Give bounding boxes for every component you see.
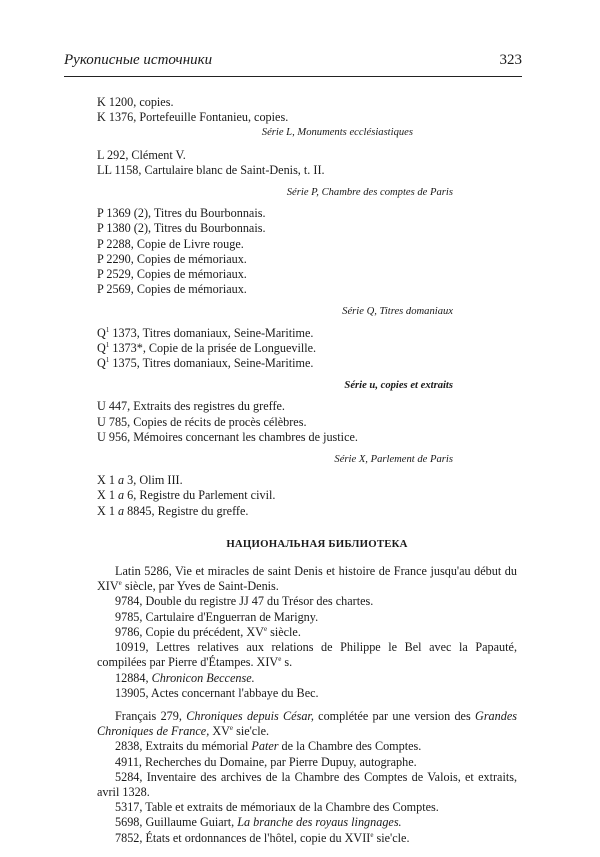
- entry-line: U 447, Extraits des registres du greffe.: [97, 399, 285, 414]
- entry-line: L 292, Clément V.: [97, 147, 186, 162]
- entry-line: X 1 a 6, Registre du Parlement civil.: [97, 488, 276, 503]
- entry-line: P 2529, Copies de mémoriaux.: [97, 267, 247, 282]
- section-heading-serie-u: Série u, copies et extraits: [344, 380, 453, 392]
- entry-line: P 2569, Copies de mémoriaux.: [97, 282, 247, 297]
- entry-paragraph: 5284, Inventaire des archives de la Chambre des Comptes de Valois, et extraits, avril 1328.: [97, 769, 517, 799]
- entry-line: 12884, Chronicon Beccense.: [115, 670, 255, 685]
- section-heading-serie-q: Série Q, Titres domaniaux: [342, 306, 453, 318]
- entry-line: P 2288, Copie de Livre rouge.: [97, 236, 244, 251]
- running-header: [64, 52, 522, 69]
- entry-line: U 785, Copies de récits de procès célèbres.: [97, 414, 307, 429]
- entry-line: P 1380 (2), Titres du Bourbonnais.: [97, 221, 266, 236]
- page-body: [97, 95, 517, 846]
- entry-line: $Q^1$ 1373, Titres domaniaux, Seine-Maritime.: [97, 325, 314, 340]
- page-number: 323: [499, 52, 522, 68]
- entry-line: 7852, États et ordonnances de l'hôtel, copie du XVIIe sie'cle.: [115, 830, 410, 845]
- entry-line: 2838, Extraits du mémorial Pater de la Chambre des Comptes.: [115, 739, 422, 754]
- running-title: Рукописные источники: [64, 52, 213, 68]
- section-title-bibliotheque: НАЦИОНАЛЬНАЯ БИБЛИОТЕКА: [226, 537, 408, 550]
- entry-paragraph: 10919, Lettres relatives aux relations de Philippe le Bel avec la Papauté, compilées par Pierre d'Étampes. XIVe s.: [97, 640, 517, 670]
- section-heading-serie-l: Série L, Monuments ecclésiastiques: [261, 127, 413, 139]
- section-heading-serie-x: Série X, Parlement de Paris: [334, 454, 453, 466]
- entry-line: P 2290, Copies de mémoriaux.: [97, 251, 247, 266]
- entry-line: 9784, Double du registre JJ 47 du Trésor des chartes.: [115, 594, 374, 609]
- entry-line: K 1200, copies.: [97, 95, 174, 109]
- entry-line: LL 1158, Cartulaire blanc de Saint-Denis, t. II.: [97, 162, 325, 177]
- entry-line: $Q^1$ 1375, Titres domaniaux, Seine-Maritime.: [97, 355, 314, 371]
- entry-paragraph: Latin 5286, Vie et miracles de saint Denis et histoire de France jusqu'au début du XIVe siècle, par Yves de Saint-Denis.: [97, 564, 517, 594]
- entry-line: U 956, Mémoires concernant les chambres de justice.: [97, 429, 358, 444]
- entry-line: 5698, Guillaume Guiart, La branche des royaus lingnages.: [115, 815, 402, 830]
- entry-paragraph: Français 279, Chroniques depuis César, complétée par une version des Grandes Chroniques de France, XVe sie'cle.: [97, 708, 517, 739]
- entry-line: K 1376, Portefeuille Fontanieu, copies.: [97, 110, 289, 125]
- entry-line: 4911, Recherches du Domaine, par Pierre Dupuy, autographe.: [115, 754, 417, 769]
- entry-line: X 1 a 8845, Registre du greffe.: [97, 503, 249, 518]
- section-heading-serie-p: Série P, Chambre des comptes de Paris: [286, 187, 453, 199]
- entry-line: 13905, Actes concernant l'abbaye du Bec.: [115, 685, 319, 700]
- entry-line: P 1369 (2), Titres du Bourbonnais.: [97, 206, 266, 221]
- entry-line: 9785, Cartulaire d'Enguerran de Marigny.: [115, 609, 319, 624]
- entry-line: $Q^1$ 1373*, Copie de la prisée de Longueville.: [97, 340, 317, 355]
- header-rule: [64, 76, 522, 77]
- entry-line: X 1 a 3, Olim III.: [97, 473, 183, 488]
- entry-line: 9786, Copie du précédent, XVe siècle.: [115, 624, 301, 639]
- entry-line: 5317, Table et extraits de mémoriaux de la Chambre des Comptes.: [115, 800, 439, 815]
